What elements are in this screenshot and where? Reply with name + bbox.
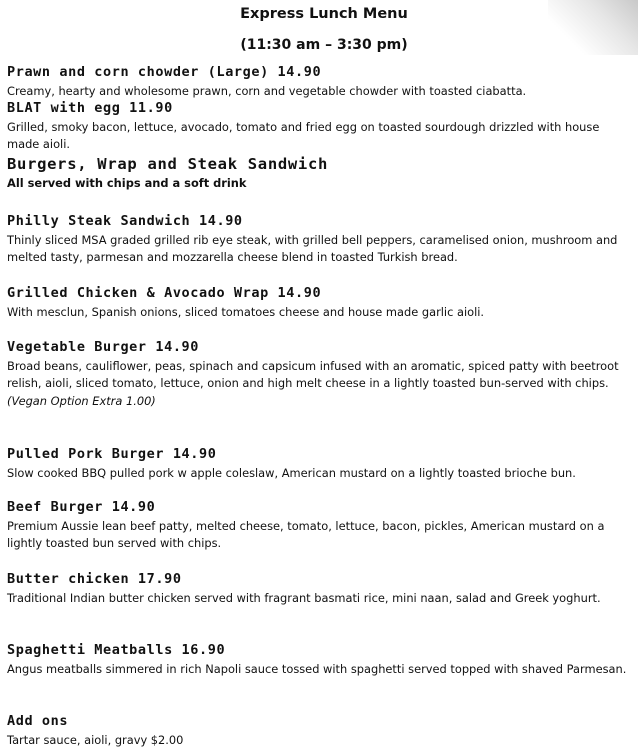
section-heading: Burgers, Wrap and Steak Sandwich xyxy=(7,155,329,173)
item-description: With mesclun, Spanish onions, sliced tomatoes cheese and house made garlic aioli. xyxy=(7,305,485,319)
menu-hours: (11:30 am – 3:30 pm) xyxy=(240,37,408,53)
menu-item-butter-chicken xyxy=(7,571,633,607)
menu-item-vegetable-burger xyxy=(7,339,633,410)
item-name: Grilled Chicken & Avocado Wrap 14.90 xyxy=(7,285,322,301)
item-name: Spaghetti Meatballs 16.90 xyxy=(7,642,226,658)
menu-item-spaghetti-meatballs xyxy=(7,642,633,678)
menu-item-beef-burger xyxy=(7,499,633,553)
item-description: Premium Aussie lean beef patty, melted cheese, tomato, lettuce, bacon, pickles, American mustard on a lightly toasted bun served with chips. xyxy=(7,519,605,551)
menu-item-philly-steak xyxy=(7,213,633,267)
item-name: BLAT with egg 11.90 xyxy=(7,100,173,116)
menu-item-pulled-pork-burger xyxy=(7,446,633,482)
item-description: Broad beans, cauliflower, peas, spinach and capsicum infused with an aromatic, spiced patty with beetroot relish, aioli, sliced tomato, lettuce, onion and high melt cheese in a lightly toasted bun-served with chips. xyxy=(7,359,619,391)
item-description: Angus meatballs simmered in rich Napoli sauce tossed with spaghetti served topped with shaved Parmesan. xyxy=(7,662,627,676)
menu-add-ons xyxy=(7,713,633,749)
menu-item-blat xyxy=(7,100,633,154)
item-name: Vegetable Burger 14.90 xyxy=(7,339,200,355)
item-name: Pulled Pork Burger 14.90 xyxy=(7,446,217,462)
section-subheading: All served with chips and a soft drink xyxy=(7,176,247,190)
item-description: Slow cooked BBQ pulled pork w apple coleslaw, American mustard on a lightly toasted brioche bun. xyxy=(7,466,576,480)
menu-title: Express Lunch Menu xyxy=(240,6,408,22)
menu-item-prawn-chowder xyxy=(7,64,633,100)
item-description: Thinly sliced MSA graded grilled rib eye steak, with grilled bell peppers, caramelised onion, mushroom and melted tasty, parmesan and mozzarella cheese blend in toasted Turkish bread. xyxy=(7,233,618,265)
item-name: Add ons xyxy=(7,713,69,729)
item-description: Tartar sauce, aioli, gravy $2.00 xyxy=(7,733,184,747)
menu-item-chicken-avocado-wrap xyxy=(7,285,633,321)
item-description: Traditional Indian butter chicken served with fragrant basmati rice, mini naan, salad and Greek yoghurt. xyxy=(7,591,601,605)
section-burgers-wrap-steak xyxy=(7,155,633,192)
item-name: Beef Burger 14.90 xyxy=(7,499,156,515)
item-description: Creamy, hearty and wholesome prawn, corn and vegetable chowder with toasted ciabatta. xyxy=(7,84,527,98)
item-name: Butter chicken 17.90 xyxy=(7,571,182,587)
item-description: Grilled, smoky bacon, lettuce, avocado, tomato and fried egg on toasted sourdough drizzled with house made aioli. xyxy=(7,120,600,152)
vegan-option-note: (Vegan Option Extra 1.00) xyxy=(7,393,156,408)
item-name: Philly Steak Sandwich 14.90 xyxy=(7,213,243,229)
item-name: Prawn and corn chowder (Large) 14.90 xyxy=(7,64,322,80)
